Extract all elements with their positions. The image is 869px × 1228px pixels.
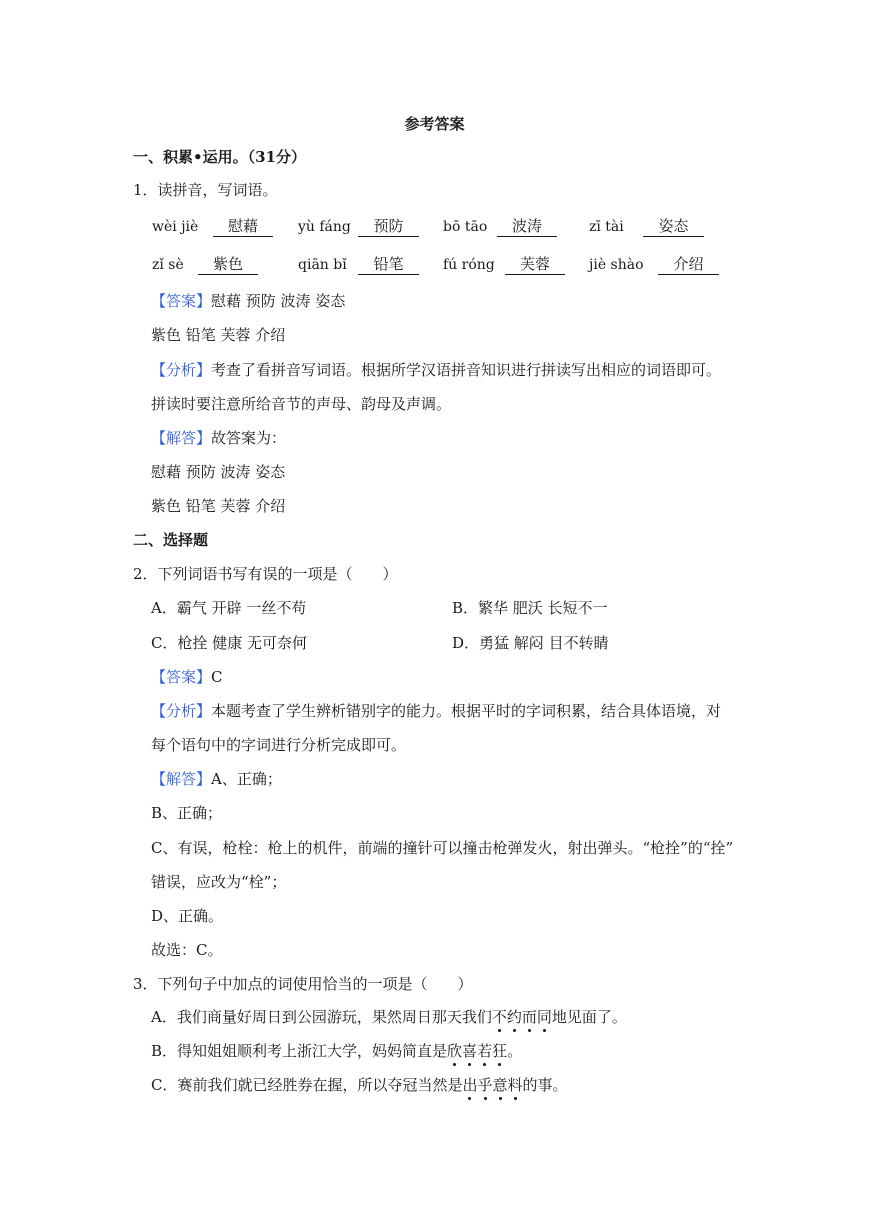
q1-solution xyxy=(151,428,286,448)
q2-solution-line-6: 故选：C。 xyxy=(151,941,223,959)
analysis-tag: 【分析】 xyxy=(151,361,212,379)
dotted-char: 约 xyxy=(506,1008,522,1026)
pinyin-6: qiān bǐ xyxy=(298,257,347,273)
solution-text: 故答案为： xyxy=(211,429,287,447)
q2-analysis-line-2: 每个语句中的字词进行分析完成即可。 xyxy=(151,736,407,754)
dotted-char: 意 xyxy=(492,1076,508,1094)
q1-analysis-line-2: 拼读时要注意所给音节的声母、韵母及声调。 xyxy=(151,395,452,413)
q3-option-b xyxy=(151,1041,522,1061)
dotted-char: 而 xyxy=(521,1008,537,1026)
answer-tag: 【答案】 xyxy=(151,292,212,310)
section-heading-2: 二、选择题 xyxy=(133,531,209,549)
q2-solution xyxy=(151,769,282,789)
pinyin-3: bō tāo xyxy=(443,219,488,235)
q3-option-a xyxy=(151,1007,627,1027)
q2-option-b: B．繁华 肥沃 长短不一 xyxy=(452,599,608,617)
pinyin-answer-8: 介绍 xyxy=(658,254,719,275)
dotted-char: 喜 xyxy=(462,1042,478,1060)
q1-solution-line-3: 紫色 铅笔 芙蓉 介绍 xyxy=(151,497,286,515)
dotted-char: 同 xyxy=(536,1008,552,1026)
pinyin-answer-2: 预防 xyxy=(358,216,419,237)
analysis-tag: 【分析】 xyxy=(151,702,212,720)
option-text: 。 xyxy=(507,1042,523,1060)
q1-answer-line-2: 紫色 铅笔 芙蓉 介绍 xyxy=(151,326,286,344)
dotted-char: 出 xyxy=(462,1076,478,1094)
q2-solution-line-5: D、正确。 xyxy=(151,907,224,925)
q2-solution-line-2: B、正确； xyxy=(151,804,223,822)
dotted-char: 若 xyxy=(477,1042,493,1060)
pinyin-answer-3: 波涛 xyxy=(497,216,557,237)
q2-analysis xyxy=(151,701,721,721)
question-2-stem: 2．下列词语书写有误的一项是（ ） xyxy=(133,565,398,583)
dotted-char: 欣 xyxy=(447,1042,463,1060)
section-heading-1: 一、积累•运用。（31分） xyxy=(133,148,306,166)
q3-option-c xyxy=(151,1075,568,1095)
analysis-text: 本题考查了学生辨析错别字的能力。根据平时的字词积累，结合具体语境，对 xyxy=(211,702,722,720)
answer-text: 慰藉 预防 波涛 姿态 xyxy=(211,292,346,310)
q1-answer xyxy=(151,291,345,311)
q1-analysis xyxy=(151,360,721,380)
pinyin-answer-5: 紫色 xyxy=(198,254,258,275)
answer-text: C xyxy=(211,668,223,686)
dotted-char: 乎 xyxy=(477,1076,493,1094)
solution-text: A、正确； xyxy=(211,770,282,788)
option-text: C．赛前我们就已经胜券在握，所以夺冠当然是 xyxy=(151,1076,463,1094)
pinyin-8: jiè shào xyxy=(589,257,644,273)
option-text: 的事。 xyxy=(522,1076,568,1094)
q2-answer xyxy=(151,667,223,687)
option-text: A．我们商量好周日到公园游玩，果然周日那天我们 xyxy=(151,1008,492,1026)
pinyin-7: fú róng xyxy=(443,257,495,273)
option-text: B．得知姐姐顺利考上浙江大学，妈妈简直是 xyxy=(151,1042,448,1060)
dotted-char: 料 xyxy=(507,1076,523,1094)
pinyin-4: zī tài xyxy=(589,219,624,235)
pinyin-2: yù fáng xyxy=(298,219,351,235)
q1-solution-line-2: 慰藉 预防 波涛 姿态 xyxy=(151,463,286,481)
solution-tag: 【解答】 xyxy=(151,429,212,447)
pinyin-1: wèi jiè xyxy=(152,219,199,235)
analysis-text: 考查了看拼音写词语。根据所学汉语拼音知识进行拼读写出相应的词语即可。 xyxy=(211,361,722,379)
solution-tag: 【解答】 xyxy=(151,770,212,788)
dotted-char: 狂 xyxy=(492,1042,508,1060)
dotted-char: 不 xyxy=(491,1008,507,1026)
option-text: 地见面了。 xyxy=(551,1008,627,1026)
q2-option-d: D．勇猛 解闷 目不转睛 xyxy=(452,634,609,652)
pinyin-answer-1: 慰藉 xyxy=(213,216,273,237)
q2-option-a: A．霸气 开辟 一丝不苟 xyxy=(151,599,307,617)
q2-solution-line-4: 错误，应改为“栓”； xyxy=(151,873,287,891)
answer-tag: 【答案】 xyxy=(151,668,212,686)
question-1-stem: 1．读拼音，写词语。 xyxy=(133,181,278,199)
page-title: 参考答案 xyxy=(404,115,465,133)
pinyin-answer-6: 铅笔 xyxy=(358,254,419,275)
pinyin-answer-4: 姿态 xyxy=(643,216,704,237)
question-3-stem: 3．下列句子中加点的词使用恰当的一项是（ ） xyxy=(133,975,473,993)
q2-solution-line-3: C、有误，枪栓：枪上的机件，前端的撞针可以撞击枪弹发火，射出弹头。“枪拴”的“拴” xyxy=(151,839,734,857)
pinyin-answer-7: 芙蓉 xyxy=(505,254,565,275)
pinyin-5: zǐ sè xyxy=(152,257,184,273)
q2-option-c: C．枪拴 健康 无可奈何 xyxy=(151,634,308,652)
